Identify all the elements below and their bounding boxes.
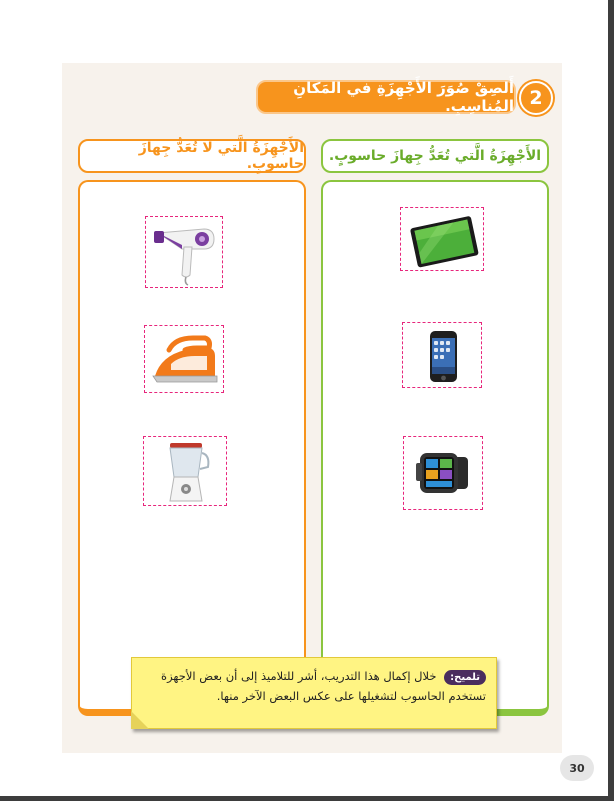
sticker-slot-iron[interactable]	[144, 325, 224, 393]
sticker-slot-tablet[interactable]	[400, 207, 484, 271]
viewer-edge-right	[608, 0, 614, 801]
sticker-slot-hair-dryer[interactable]	[145, 216, 223, 288]
tablet-image	[401, 208, 485, 272]
teacher-tip-note	[131, 657, 497, 729]
teacher-tip-content	[142, 666, 486, 706]
computers-heading-box	[321, 139, 549, 173]
viewer-edge-bottom	[0, 796, 614, 801]
note-folded-corner	[131, 711, 149, 729]
page-number: 30	[560, 755, 594, 781]
iron-image	[145, 326, 225, 394]
smartwatch-image	[404, 437, 484, 511]
non-computers-heading: الأَجْهِزَةُ الَّتي لا تُعَدُّ جِهازَ حاسوبٍ.	[138, 140, 304, 172]
exercise-title: أَلصِقْ صُوَرَ الأَجْهِزَةِ في المَكانِ المُناسِبِ.	[293, 79, 514, 115]
exercise-number: 2	[519, 81, 553, 115]
sticker-slot-blender[interactable]	[143, 436, 227, 506]
tip-label: تلميح:	[444, 670, 486, 685]
smartphone-image	[403, 323, 483, 389]
sticker-slot-smartwatch[interactable]	[403, 436, 483, 510]
tip-text: خلال إكمال هذا التدريب، أشر للتلاميذ إلى أن بعض الأجهزة تستخدم الحاسوب لتشغيلها على عكس البعض الآخر منها.	[161, 669, 486, 703]
blender-image	[144, 437, 228, 507]
computers-heading: الأَجْهِزَةُ الَّتي تُعَدُّ جِهازَ حاسوبٍ.	[328, 148, 542, 164]
exercise-title-banner	[256, 80, 516, 114]
sticker-slot-smartphone[interactable]	[402, 322, 482, 388]
hair-dryer-image	[146, 217, 224, 289]
non-computers-heading-box	[78, 139, 306, 173]
